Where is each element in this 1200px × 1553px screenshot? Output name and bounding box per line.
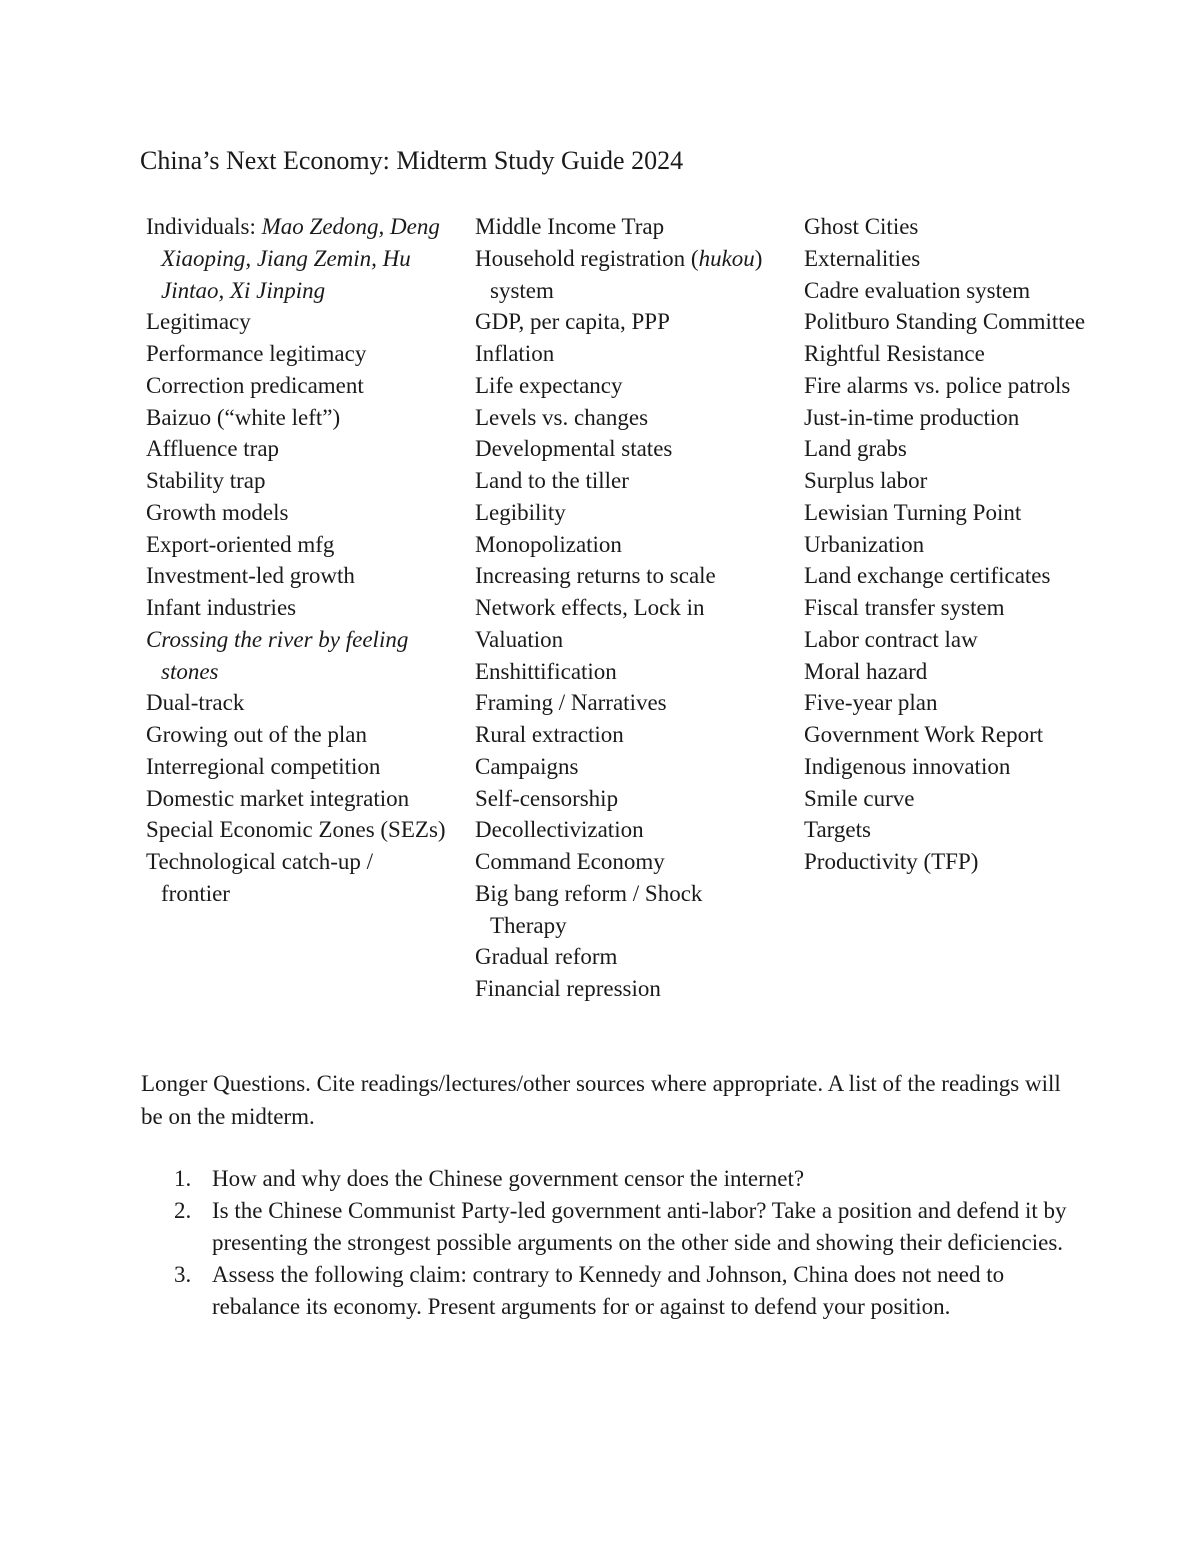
study-term-italic-text: Mao Zedong, Deng Xiaoping, Jiang Zemin, Hu Jintao, Xi Jinping — [161, 214, 440, 303]
study-term-text: Gradual reform — [475, 944, 618, 970]
study-term — [475, 402, 775, 434]
question-number: 1. — [174, 1166, 192, 1191]
question-text: Is the Chinese Communist Party-led government anti-labor? Take a position and defend it by presenting the strongest possible arguments on the other side and showing their deficiencies. — [212, 1198, 1067, 1255]
study-term-text: Technological catch-up / frontier — [146, 849, 374, 906]
study-term-italic-text: hukou — [698, 245, 755, 271]
study-term-text: Indigenous innovation — [804, 753, 1011, 779]
study-term — [804, 465, 1104, 497]
study-term — [146, 497, 446, 529]
study-term — [146, 338, 446, 370]
study-term — [146, 433, 446, 465]
study-term-text: Land exchange certificates — [804, 563, 1051, 589]
study-term — [804, 560, 1104, 592]
longer-questions-intro: Longer Questions. Cite readings/lectures/other sources where appropriate. A list of the readings will be on the midterm. — [141, 1071, 1061, 1129]
study-term-text: Levels vs. changes — [475, 404, 649, 430]
study-term — [475, 687, 775, 719]
study-term-text: Stability trap — [146, 468, 266, 493]
study-term-text: Inflation — [475, 341, 555, 366]
question-text: How and why does the Chinese government censor the internet? — [212, 1166, 805, 1191]
study-term — [146, 370, 446, 402]
study-term — [475, 846, 775, 878]
study-term — [146, 529, 446, 561]
study-term-text: Affluence trap — [146, 436, 280, 462]
study-term — [146, 751, 446, 783]
study-term — [146, 624, 446, 688]
question-text: Assess the following claim: contrary to Kennedy and Johnson, China does not need to rebalance its economy. Present arguments for or against to defend your position. — [212, 1262, 1005, 1319]
study-term — [804, 211, 1104, 243]
study-term — [804, 529, 1104, 561]
study-term — [804, 433, 1104, 465]
study-term-text: Urbanization — [804, 531, 925, 557]
study-term-text: Big bang reform / Shock Therapy — [475, 880, 703, 938]
study-term-text: Smile curve — [804, 785, 915, 811]
study-term-text: Growth models — [146, 499, 289, 525]
study-term-text: Fire alarms vs. police patrols — [804, 372, 1071, 398]
study-term-text: Individuals: — [146, 214, 262, 239]
study-term-text: Export-oriented mfg — [146, 531, 335, 557]
study-term-text: Five-year plan — [804, 690, 938, 716]
study-term-text: Network effects, Lock in — [475, 595, 705, 620]
study-term — [804, 656, 1104, 688]
study-term — [475, 497, 775, 529]
study-term-text: Government Work Report — [804, 722, 1044, 747]
study-term-text: Moral hazard — [804, 658, 928, 684]
page-title: China’s Next Economy: Midterm Study Guide 2024 — [140, 146, 684, 175]
study-term — [804, 624, 1104, 656]
study-term — [475, 783, 775, 815]
study-term-text: Rural extraction — [475, 722, 624, 747]
question-item — [141, 1163, 1071, 1195]
question-item — [141, 1195, 1071, 1259]
study-term — [146, 402, 446, 434]
study-term-text: Cadre evaluation system — [804, 277, 1031, 303]
study-term — [804, 814, 1104, 846]
study-term — [146, 814, 446, 846]
study-term — [804, 275, 1104, 307]
study-term — [475, 211, 775, 243]
study-term-text: Politburo Standing Committee — [804, 309, 1086, 335]
study-term — [475, 814, 775, 846]
study-term-text: Fiscal transfer system — [804, 595, 1005, 620]
study-term — [146, 465, 446, 497]
study-term-text: Framing / Narratives — [475, 690, 667, 716]
study-term-italic-text: Crossing the river by feeling stones — [146, 626, 409, 684]
study-term-text: Self-censorship — [475, 785, 619, 811]
study-term-text: Campaigns — [475, 753, 579, 779]
study-term-text: Ghost Cities — [804, 214, 919, 239]
study-term — [804, 402, 1104, 434]
study-term — [475, 973, 775, 1005]
study-term — [804, 338, 1104, 370]
study-term-text: Baizuo (“white left”) — [146, 404, 341, 430]
study-term — [146, 687, 446, 719]
study-term-text: GDP, per capita, PPP — [475, 309, 670, 335]
study-term — [475, 465, 775, 497]
study-term — [475, 592, 775, 624]
study-term — [804, 243, 1104, 275]
study-term-text: Labor contract law — [804, 626, 978, 652]
study-term — [146, 306, 446, 338]
study-term-text: Legibility — [475, 499, 566, 525]
terms-column-2 — [475, 211, 775, 1005]
study-term-text: Targets — [804, 817, 871, 843]
study-term — [475, 306, 775, 338]
study-term-text: Growing out of the plan — [146, 722, 368, 747]
study-term — [475, 243, 775, 307]
study-term-text: Productivity (TFP) — [804, 849, 979, 874]
study-term-text: Household registration ( — [475, 245, 699, 271]
study-term-text: Performance legitimacy — [146, 341, 367, 366]
study-term — [804, 719, 1104, 751]
study-term-text: Monopolization — [475, 531, 622, 557]
question-number: 3. — [174, 1262, 192, 1287]
study-term — [475, 529, 775, 561]
study-term — [475, 560, 775, 592]
study-term-text: Increasing returns to scale — [475, 563, 716, 589]
study-term — [146, 846, 446, 910]
study-term — [475, 656, 775, 688]
study-term — [804, 306, 1104, 338]
study-term-text: Middle Income Trap — [475, 214, 665, 239]
study-term — [146, 560, 446, 592]
study-term — [475, 751, 775, 783]
study-term — [475, 941, 775, 973]
study-term-text: Land grabs — [804, 436, 907, 462]
study-term-text: Command Economy — [475, 849, 665, 874]
study-term-text: Financial repression — [475, 976, 661, 1001]
study-term — [804, 497, 1104, 529]
study-term-text: Decollectivization — [475, 817, 644, 843]
question-number: 2. — [174, 1198, 192, 1223]
study-term-text: Land to the tiller — [475, 468, 629, 493]
study-term-text: Legitimacy — [146, 309, 251, 335]
study-term — [804, 846, 1104, 878]
study-term — [475, 624, 775, 656]
study-term-text: Rightful Resistance — [804, 341, 985, 366]
study-term — [475, 878, 775, 942]
study-term-text: Correction predicament — [146, 372, 364, 398]
study-term — [804, 592, 1104, 624]
study-term-text: Interregional competition — [146, 753, 381, 779]
study-term — [146, 592, 446, 624]
study-term-text: Life expectancy — [475, 372, 623, 398]
study-term-text: Special Economic Zones (SEZs) — [146, 817, 446, 843]
study-term-text: Surplus labor — [804, 468, 928, 493]
study-term-text: Infant industries — [146, 595, 297, 620]
study-term — [146, 211, 446, 306]
study-term — [146, 783, 446, 815]
study-term-text: Dual-track — [146, 690, 245, 716]
terms-column-1 — [146, 211, 446, 910]
terms-column-3 — [804, 211, 1104, 878]
study-term-text: Investment-led growth — [146, 563, 355, 589]
study-term — [475, 370, 775, 402]
study-term-text: Just-in-time production — [804, 404, 1020, 430]
study-term-text: Developmental states — [475, 436, 673, 462]
study-term-text: Externalities — [804, 245, 921, 271]
study-term — [804, 370, 1104, 402]
study-term — [475, 338, 775, 370]
study-term — [475, 433, 775, 465]
question-item — [141, 1259, 1071, 1323]
study-term — [804, 751, 1104, 783]
study-term — [475, 719, 775, 751]
question-list — [141, 1163, 1071, 1323]
study-term-text: Domestic market integration — [146, 785, 410, 811]
study-term-text: Enshittification — [475, 658, 617, 684]
study-term — [146, 719, 446, 751]
study-term — [804, 687, 1104, 719]
study-term-text: ) system — [490, 245, 763, 303]
study-term-text: Lewisian Turning Point — [804, 499, 1022, 525]
study-term — [804, 783, 1104, 815]
study-term-text: Valuation — [475, 626, 564, 652]
